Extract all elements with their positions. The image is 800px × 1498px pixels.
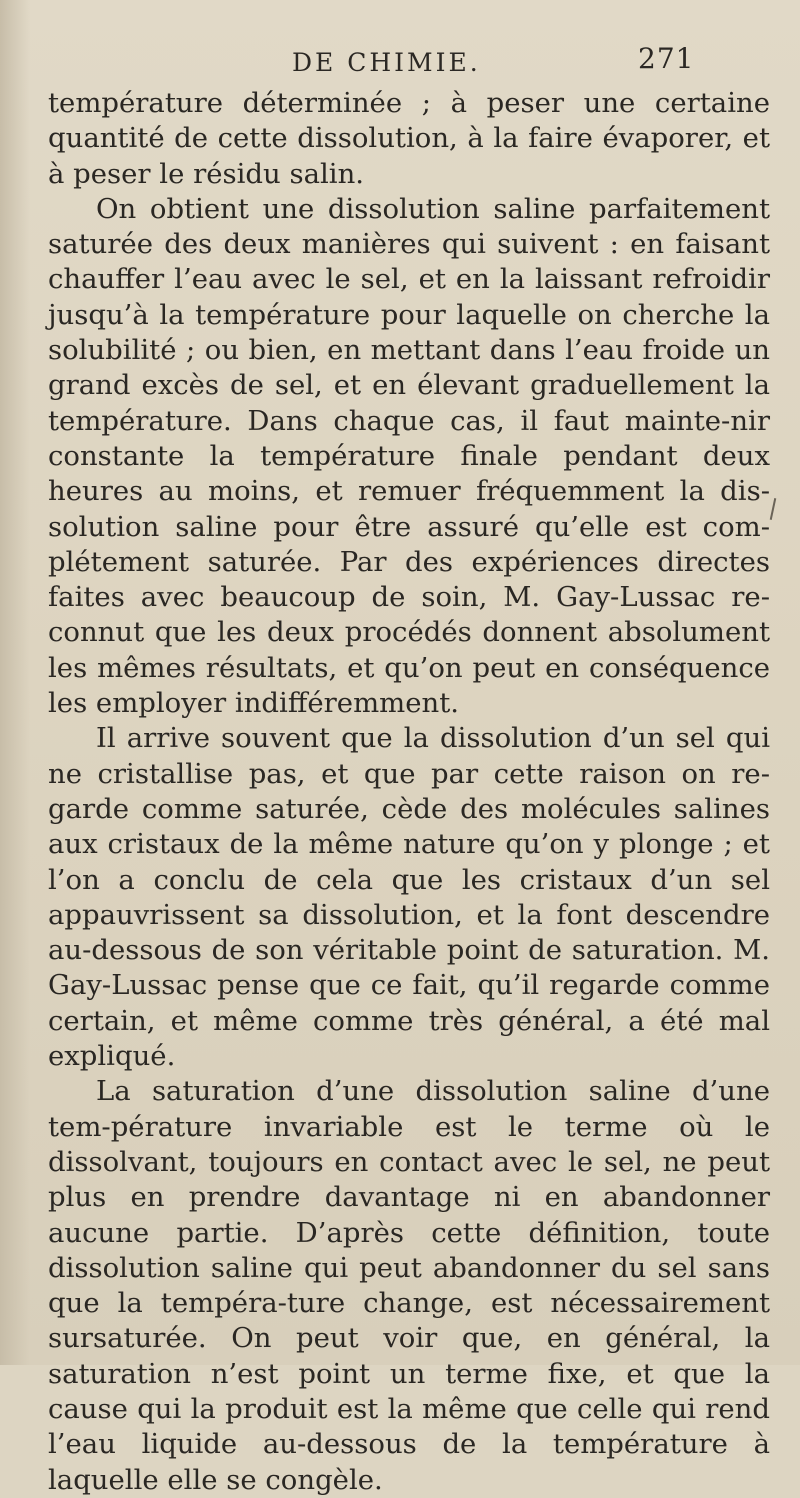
margin-pencil-mark [770,498,777,520]
paragraph: On obtient une dissolution saline parfaitement saturée des deux manières qui suivent : en faisant chauffer l’eau avec le sel, et en la laissant refroidir jusqu’à la température pour laquelle on cherche la solubilité ; ou bien, en mettant dans l’eau froide un grand excès de sel, et en élevant graduellement la température. Dans chaque cas, il faut mainte-nir constante la température finale pendant deux heures au moins, et remuer fréquemment la dis-solution saline pour être assuré qu’elle est com-plétement saturée. Par des expériences directes faites avec beaucoup de soin, M. Gay-Lussac re-connut que les deux procédés donnent absolument les mêmes résultats, et qu’on peut en conséquence les employer indifféremment. [48,192,770,720]
paragraph: Il arrive souvent que la dissolution d’un sel qui ne cristallise pas, et que par cette raison on re-garde comme saturée, cède des molécules salines aux cristaux de la même nature qu’on y plonge ; et l’on a conclu de cela que les cristaux d’un sel appauvrissent sa dissolution, et la font descendre au-dessous de son véritable point de saturation. M. Gay-Lussac pense que ce fait, qu’il regarde comme certain, et même comme très général, a été mal expliqué. [48,722,770,1073]
body-text [48,86,770,1498]
paragraph: La saturation d’une dissolution saline d’une tem-pérature invariable est le terme où le dissolvant, toujours en contact avec le sel, ne peut plus en prendre davantage ni en abandonner aucune partie. D’après cette définition, toute dissolution saline qui peut abandonner du sel sans que la tempéra-ture change, est nécessairement sursaturée. On peut voir que, en général, la saturation n’est point un terme fixe, et que la cause qui la produit est la même que celle qui rend l’eau liquide au-dessous de la température à laquelle elle se congèle. [48,1075,770,1496]
page-header [0,38,800,78]
paragraph-continued: température déterminée ; à peser une certaine quantité de cette dissolution, à la faire évaporer, et à peser le résidu salin. [48,87,770,190]
binding-shadow [0,0,30,1365]
page-number: 271 [638,42,695,75]
running-head: DE CHIMIE. [292,48,481,77]
